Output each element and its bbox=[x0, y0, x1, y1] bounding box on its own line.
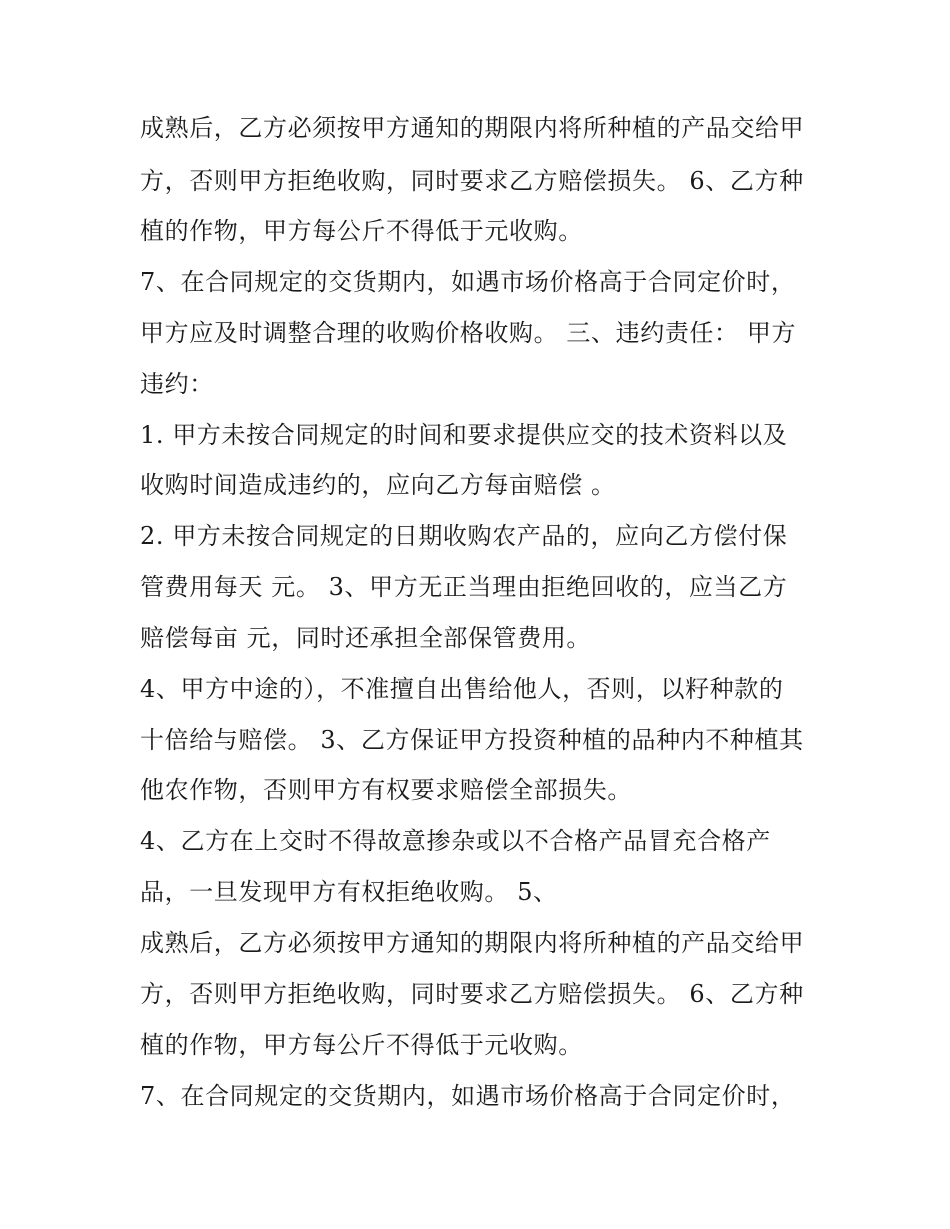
text-line: 2. 甲方未按合同规定的日期收购农产品的，应向乙方偿付保 bbox=[140, 522, 788, 550]
text-line: 4、乙方在上交时不得故意掺杂或以不合格产品冒充合格产 bbox=[140, 827, 771, 855]
text-line: 1. 甲方未按合同规定的时间和要求提供应交的技术资料以及 bbox=[140, 421, 788, 449]
text-line: 成熟后，乙方必须按甲方通知的期限内将所种植的产品交给甲 bbox=[140, 929, 805, 957]
text-line: 方，否则甲方拒绝收购，同时要求乙方赔偿损失。 6、乙方种 bbox=[140, 167, 804, 195]
text-line: 他农作物，否则甲方有权要求赔偿全部损失。 bbox=[140, 776, 632, 804]
text-line: 违约： bbox=[140, 370, 214, 398]
text-line: 十倍给与赔偿。 3、乙方保证甲方投资种植的品种内不种植其 bbox=[140, 726, 804, 754]
text-line: 赔偿每亩 元，同时还承担全部保管费用。 bbox=[140, 624, 592, 652]
text-line: 收购时间造成违约的，应向乙方每亩赔偿 。 bbox=[140, 471, 616, 499]
text-line: 植的作物，甲方每公斤不得低于元收购。 bbox=[140, 1031, 583, 1059]
text-line: 甲方应及时调整合理的收购价格收购。 三、违约责任： 甲方 bbox=[140, 319, 797, 347]
text-line: 4、甲方中途的），不准擅自出售给他人，否则，以籽种款的 bbox=[140, 675, 784, 703]
text-line: 方，否则甲方拒绝收购，同时要求乙方赔偿损失。 6、乙方种 bbox=[140, 980, 804, 1008]
text-line: 植的作物，甲方每公斤不得低于元收购。 bbox=[140, 217, 583, 245]
text-line: 成熟后，乙方必须按甲方通知的期限内将所种植的产品交给甲 bbox=[140, 114, 805, 142]
text-line: 7、在合同规定的交货期内，如遇市场价格高于合同定价时， bbox=[140, 268, 796, 296]
text-line: 管费用每天 元。 3、甲方无正当理由拒绝回收的，应当乙方 bbox=[140, 573, 788, 601]
text-line: 7、在合同规定的交货期内，如遇市场价格高于合同定价时， bbox=[140, 1082, 796, 1110]
text-line: 品，一旦发现甲方有权拒绝收购。 5、 bbox=[140, 878, 558, 906]
